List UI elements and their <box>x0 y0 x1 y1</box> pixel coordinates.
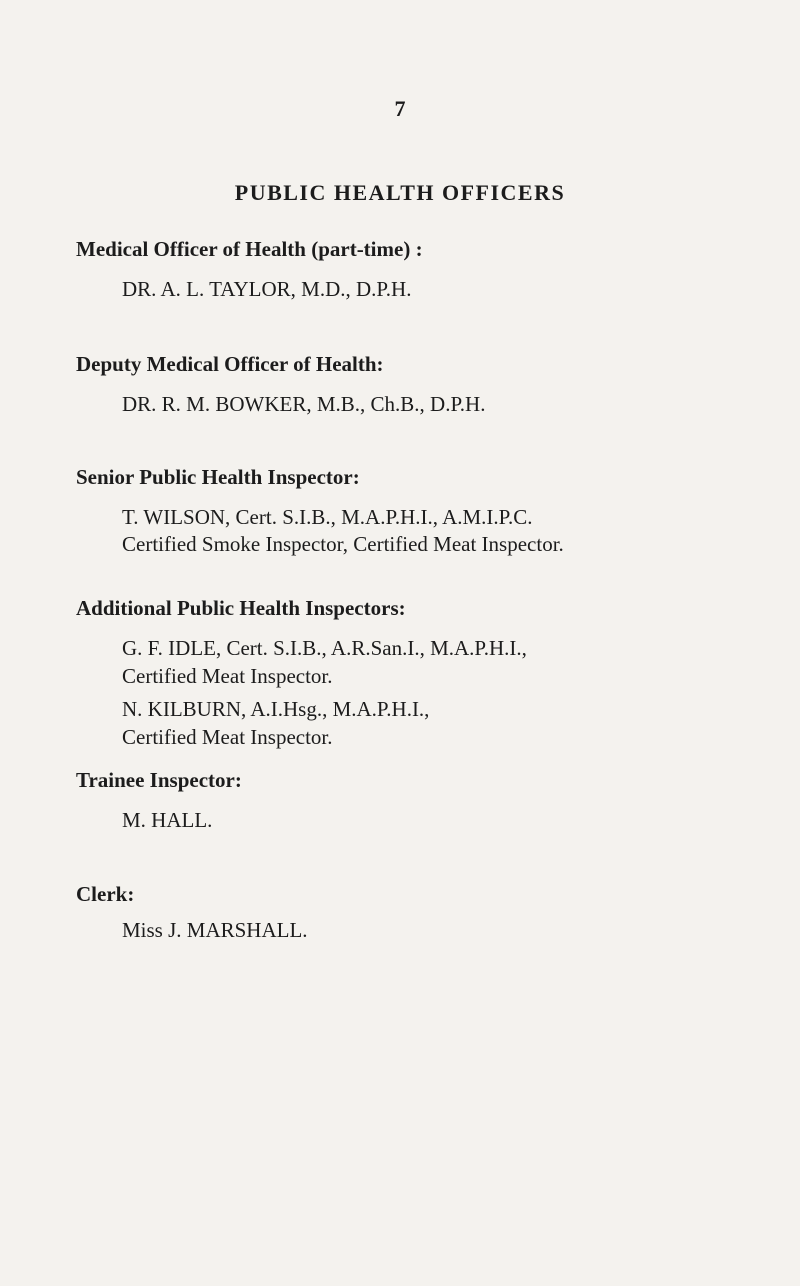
section-heading-trainee-inspector: Trainee Inspector: <box>76 768 242 792</box>
officer-name-medical-officer: DR. A. L. TAYLOR, M.D., D.P.H. <box>122 277 412 301</box>
officer-name-trainee-inspector: M. HALL. <box>122 808 213 832</box>
section-heading-additional-inspectors: Additional Public Health Inspectors: <box>76 596 406 620</box>
page-number: 7 <box>394 96 406 121</box>
page-title: PUBLIC HEALTH OFFICERS <box>234 180 566 205</box>
officer-name-senior-inspector: T. WILSON, Cert. S.I.B., M.A.P.H.I., A.M.I.P.C. <box>122 505 533 529</box>
officer-name-deputy-medical-officer: DR. R. M. BOWKER, M.B., Ch.B., D.P.H. <box>122 392 486 416</box>
officer-qualification-kilburn: Certified Meat Inspector. <box>122 725 333 749</box>
officer-name-idle: G. F. IDLE, Cert. S.I.B., A.R.San.I., M.A.P.H.I., <box>122 636 527 660</box>
officer-name-kilburn: N. KILBURN, A.I.Hsg., M.A.P.H.I., <box>122 697 430 721</box>
officer-qualification-senior-inspector: Certified Smoke Inspector, Certified Meat Inspector. <box>122 532 564 556</box>
officer-name-clerk: Miss J. MARSHALL. <box>122 918 308 942</box>
section-heading-clerk: Clerk: <box>76 882 135 906</box>
officer-qualification-idle: Certified Meat Inspector. <box>122 664 333 688</box>
section-heading-senior-inspector: Senior Public Health Inspector: <box>76 465 360 489</box>
section-heading-deputy-medical-officer: Deputy Medical Officer of Health: <box>76 352 384 376</box>
section-heading-medical-officer: Medical Officer of Health (part-time) : <box>76 237 423 261</box>
